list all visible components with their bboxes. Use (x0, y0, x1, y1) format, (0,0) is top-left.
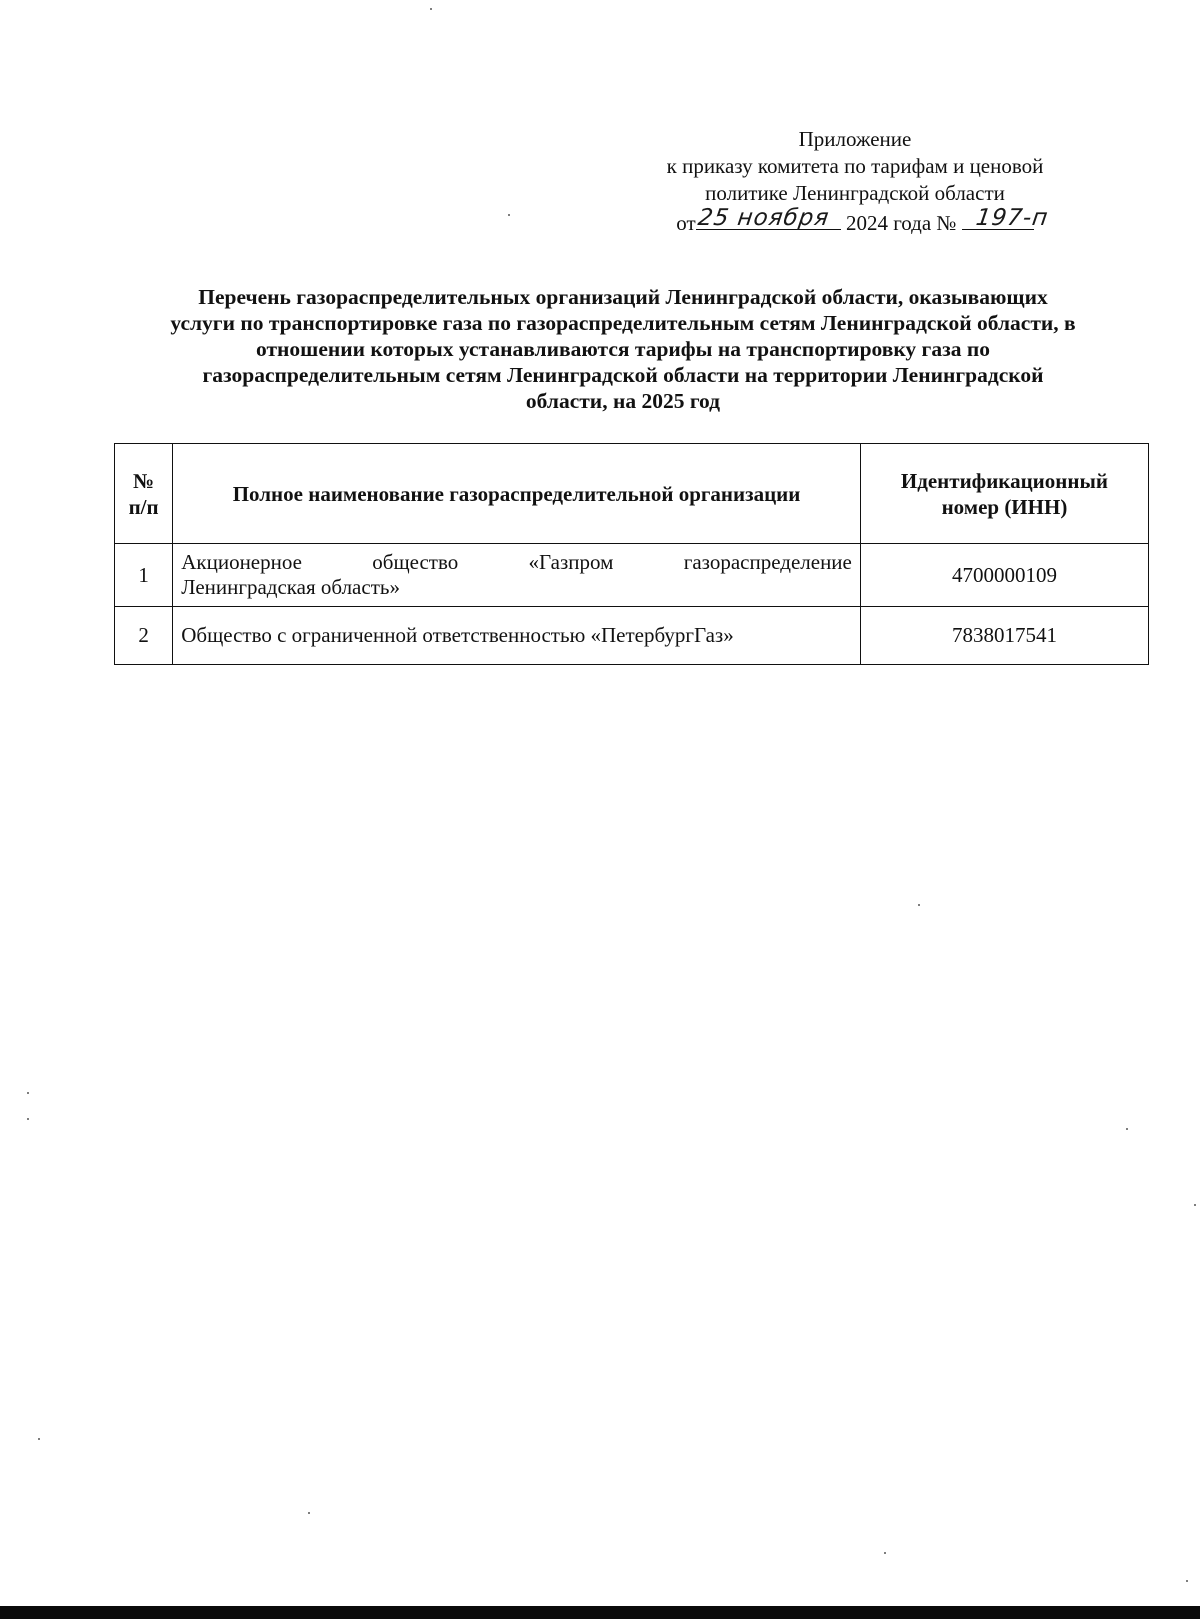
table-header-row (115, 444, 1149, 544)
scan-speck (918, 904, 920, 906)
scan-speck (27, 1118, 29, 1120)
table-row (115, 544, 1149, 607)
scan-speck (27, 1092, 29, 1094)
appendix-block (560, 126, 1150, 237)
header-number-label: п/п (128, 494, 159, 519)
header-inn-line-2: номер (ИНН) (941, 494, 1068, 519)
scan-speck (884, 1552, 886, 1554)
handwritten-date: 25 ноября (695, 205, 831, 231)
document-title (100, 284, 1146, 414)
header-org-name: Полное наименование газораспределительной организации (173, 444, 861, 544)
date-prefix: от (676, 211, 696, 235)
header-number-sign: № (133, 468, 155, 493)
organizations-table (114, 443, 1149, 665)
table-row (115, 607, 1149, 665)
appendix-committee-line: политике Ленинградской области (705, 181, 1005, 205)
scan-speck (1126, 1128, 1128, 1130)
scan-speck (1186, 1580, 1188, 1582)
handwritten-number: 197-п (973, 205, 1050, 231)
scan-speck (1194, 1204, 1196, 1206)
appendix-order-line: к приказу комитета по тарифам и ценовой (666, 154, 1044, 178)
org-name-line-2: Ленинградская область» (181, 575, 400, 599)
row-org-name (173, 607, 861, 665)
title-line-3: отношении которых устанавливаются тарифы на транспортировку газа по (256, 337, 990, 361)
row-org-name (173, 544, 861, 607)
title-line-1: Перечень газораспределительных организаций Ленинградской области, оказывающих (198, 285, 1048, 309)
header-number (115, 444, 173, 544)
header-inn (860, 444, 1148, 544)
row-number: 1 (115, 544, 173, 607)
row-inn: 7838017541 (860, 607, 1148, 665)
scan-speck (308, 1512, 310, 1514)
title-line-4: газораспределительным сетям Ленинградской области на территории Ленинградской (202, 363, 1044, 387)
scan-speck (430, 8, 432, 10)
title-line-2: услуги по транспортировке газа по газораспределительным сетям Ленинградской области, в (170, 311, 1076, 335)
row-inn: 4700000109 (860, 544, 1148, 607)
appendix-date-line (560, 207, 1150, 237)
appendix-title: Приложение (798, 127, 912, 151)
date-blank (696, 207, 841, 230)
scan-bottom-edge (0, 1606, 1200, 1619)
org-name-line-1: Акционерное общество «Газпром газораспределение (181, 550, 852, 574)
header-inn-line-1: Идентификационный (900, 468, 1108, 493)
row-number: 2 (115, 607, 173, 665)
title-line-5: области, на 2025 год (525, 389, 721, 413)
number-blank (962, 205, 1050, 231)
scan-speck (38, 1438, 40, 1440)
year-number-label: 2024 года № (845, 211, 957, 235)
org-name-line-1: Общество с ограниченной ответственностью «ПетербургГаз» (181, 623, 734, 647)
scan-speck (508, 214, 510, 216)
